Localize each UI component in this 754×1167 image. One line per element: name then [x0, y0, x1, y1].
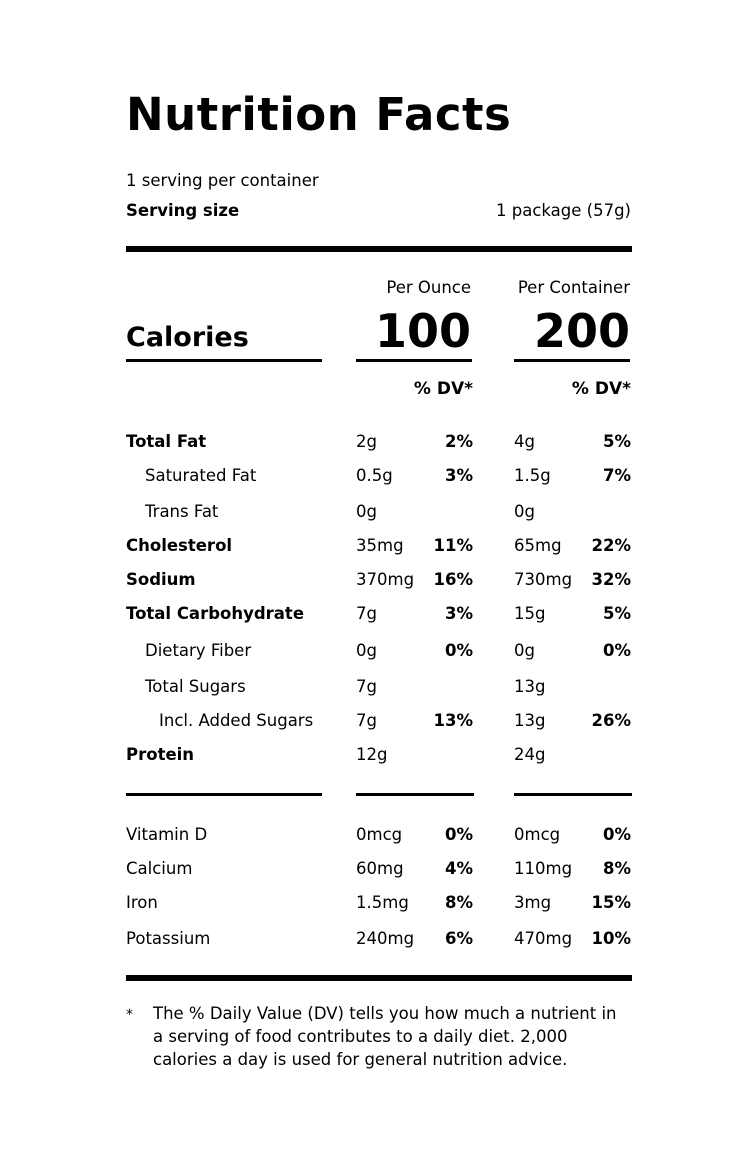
per-ounce-amount: 60mg	[356, 859, 404, 878]
calories-label: Calories	[126, 322, 249, 353]
per-container-dv: 5%	[602, 432, 631, 451]
vitamin-row	[0, 929, 754, 953]
per-ounce-dv: 2%	[444, 432, 473, 451]
per-container-amount: 3mg	[514, 893, 552, 912]
per-container-amount: 13g	[514, 711, 546, 730]
per-ounce-amount: 0mcg	[356, 825, 403, 844]
per-ounce-dv: 11%	[433, 536, 473, 555]
per-container-dv: 15%	[591, 893, 631, 912]
per-ounce-amount: 7g	[356, 711, 377, 730]
nutrient-row	[0, 536, 754, 560]
column-header-per-ounce: Per Ounce	[386, 278, 471, 297]
footnote-marker: *	[126, 1007, 133, 1023]
vitamin-row	[0, 893, 754, 917]
per-ounce-dv: 0%	[444, 641, 473, 660]
per-container-amount: 110mg	[514, 859, 573, 878]
per-ounce-amount: 7g	[356, 604, 377, 623]
vitamin-row	[0, 825, 754, 849]
footnote-text: The % Daily Value (DV) tells you how much a nutrient in a serving of food contributes to a daily diet. 2,000 calories a day is used for general nutrition advice.	[153, 1004, 617, 1069]
dv-header-ounce: % DV*	[413, 379, 473, 399]
nutrient-row	[0, 466, 754, 490]
per-container-dv: 0%	[602, 825, 631, 844]
nutrient-name: Dietary Fiber	[145, 641, 252, 660]
per-ounce-dv: 8%	[444, 893, 473, 912]
per-container-amount: 15g	[514, 604, 546, 623]
nutrient-name: Total Carbohydrate	[126, 604, 305, 623]
per-container-amount: 730mg	[514, 570, 573, 589]
nutrient-name: Calcium	[126, 859, 193, 878]
servings-per-container: 1 serving per container	[126, 171, 319, 190]
per-container-amount: 65mg	[514, 536, 562, 555]
nutrient-row	[0, 502, 754, 526]
serving-size-value: 1 package (57g)	[496, 201, 631, 220]
per-container-amount: 0mcg	[514, 825, 561, 844]
nutrient-name: Sodium	[126, 570, 196, 589]
per-container-amount: 0g	[514, 502, 535, 521]
per-ounce-amount: 0.5g	[356, 466, 393, 485]
column-header-per-container: Per Container	[517, 278, 630, 297]
vitamin-row	[0, 859, 754, 883]
divider-container	[514, 793, 632, 796]
per-container-amount: 470mg	[514, 929, 573, 948]
nutrient-name: Total Fat	[126, 432, 207, 451]
nutrient-name: Iron	[126, 893, 158, 912]
nutrient-row	[0, 745, 754, 769]
per-container-amount: 24g	[514, 745, 546, 764]
per-container-dv: 10%	[591, 929, 631, 948]
nutrient-row	[0, 641, 754, 665]
nutrient-name: Total Sugars	[145, 677, 246, 696]
calories-underline-label	[126, 359, 322, 362]
label-title: Nutrition Facts	[126, 88, 512, 141]
per-container-amount: 0g	[514, 641, 535, 660]
nutrient-row	[0, 604, 754, 628]
per-container-dv: 0%	[602, 641, 631, 660]
per-ounce-dv: 4%	[444, 859, 473, 878]
calories-underline-ounce	[356, 359, 472, 362]
per-container-dv: 5%	[602, 604, 631, 623]
per-container-amount: 1.5g	[514, 466, 551, 485]
per-container-amount: 13g	[514, 677, 546, 696]
per-ounce-dv: 16%	[433, 570, 473, 589]
per-container-dv: 32%	[591, 570, 631, 589]
nutrient-name: Protein	[126, 745, 195, 764]
per-container-dv: 8%	[602, 859, 631, 878]
thick-divider-bottom	[126, 975, 632, 981]
per-ounce-amount: 0g	[356, 641, 377, 660]
per-container-amount: 4g	[514, 432, 535, 451]
nutrient-name: Vitamin D	[126, 825, 208, 844]
per-ounce-amount: 370mg	[356, 570, 415, 589]
nutrient-name: Incl. Added Sugars	[159, 711, 314, 730]
serving-size-label: Serving size	[126, 201, 240, 220]
per-ounce-dv: 3%	[444, 466, 473, 485]
dv-header-container: % DV*	[571, 379, 631, 399]
per-ounce-amount: 7g	[356, 677, 377, 696]
per-ounce-dv: 0%	[444, 825, 473, 844]
nutrient-name: Cholesterol	[126, 536, 233, 555]
nutrient-name: Trans Fat	[145, 502, 219, 521]
calories-underline-container	[514, 359, 630, 362]
nutrient-name: Saturated Fat	[145, 466, 257, 485]
per-ounce-amount: 35mg	[356, 536, 404, 555]
per-ounce-dv: 6%	[444, 929, 473, 948]
divider-label	[126, 793, 322, 796]
thick-divider-top	[126, 246, 632, 252]
per-ounce-dv: 13%	[433, 711, 473, 730]
per-container-dv: 7%	[602, 466, 631, 485]
calories-per-ounce: 100	[374, 304, 471, 358]
per-ounce-amount: 2g	[356, 432, 377, 451]
calories-per-container: 200	[533, 304, 630, 358]
nutrient-row	[0, 711, 754, 735]
per-ounce-amount: 12g	[356, 745, 388, 764]
per-container-dv: 26%	[591, 711, 631, 730]
divider-ounce	[356, 793, 474, 796]
per-ounce-amount: 0g	[356, 502, 377, 521]
per-container-dv: 22%	[591, 536, 631, 555]
per-ounce-dv: 3%	[444, 604, 473, 623]
nutrient-row	[0, 677, 754, 701]
nutrient-row	[0, 570, 754, 594]
nutrient-name: Potassium	[126, 929, 211, 948]
per-ounce-amount: 240mg	[356, 929, 415, 948]
per-ounce-amount: 1.5mg	[356, 893, 409, 912]
nutrient-row	[0, 432, 754, 456]
